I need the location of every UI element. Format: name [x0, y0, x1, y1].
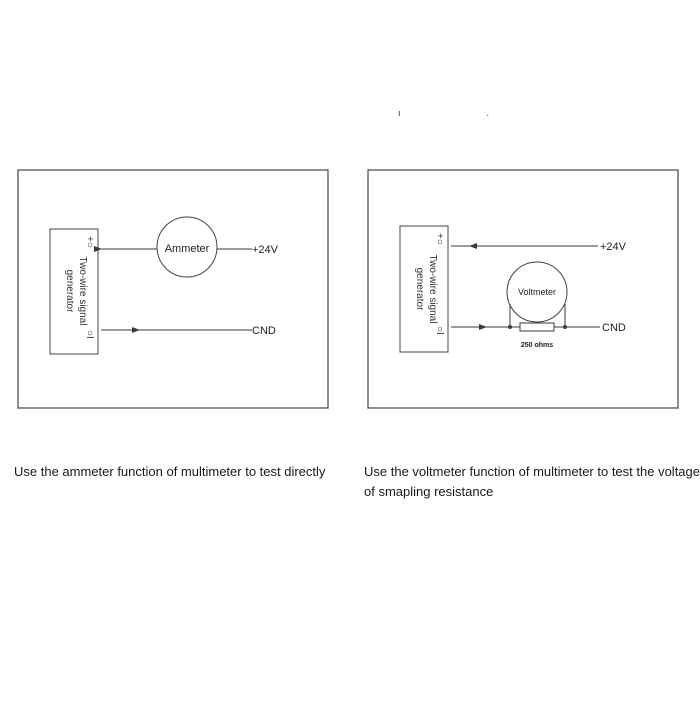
right-plus-terminal: +○ — [434, 233, 445, 245]
right-meter-label: Voltmeter — [517, 287, 557, 297]
left-plus-terminal: +○ — [84, 236, 95, 248]
left-caption: Use the ammeter function of multimeter to test directly — [14, 464, 326, 479]
right-ground-arrow — [479, 324, 487, 330]
left-ground-arrow — [132, 327, 140, 333]
right-sampling-resistor — [520, 323, 554, 331]
right-resistor-label: 250 ohms — [520, 342, 554, 349]
right-generator-label-line2: generator — [414, 267, 425, 311]
left-supply-label: +24V — [252, 244, 278, 256]
stray-mark: ˏ — [486, 106, 489, 116]
left-diagram — [18, 170, 328, 408]
right-node-left — [508, 325, 512, 329]
right-plus-arrow — [469, 243, 477, 249]
left-generator-label-line1: Two-wire signal — [77, 256, 88, 326]
left-meter-label: Ammeter — [164, 243, 210, 255]
right-caption: Use the voltmeter function of multimeter to test the voltage of smapling resistance — [364, 464, 700, 499]
right-node-right — [563, 325, 567, 329]
right-generator-label-line1: Two-wire signal — [427, 254, 438, 324]
left-ground-label: CND — [252, 325, 276, 337]
left-minus-terminal: ○I — [84, 330, 95, 339]
right-ground-label: CND — [602, 322, 626, 334]
right-minus-terminal: ○I — [434, 326, 445, 335]
stray-mark: ı — [398, 108, 401, 118]
left-generator-label-line2: generator — [64, 269, 75, 313]
right-supply-label: +24V — [600, 241, 626, 253]
right-diagram — [368, 170, 678, 408]
